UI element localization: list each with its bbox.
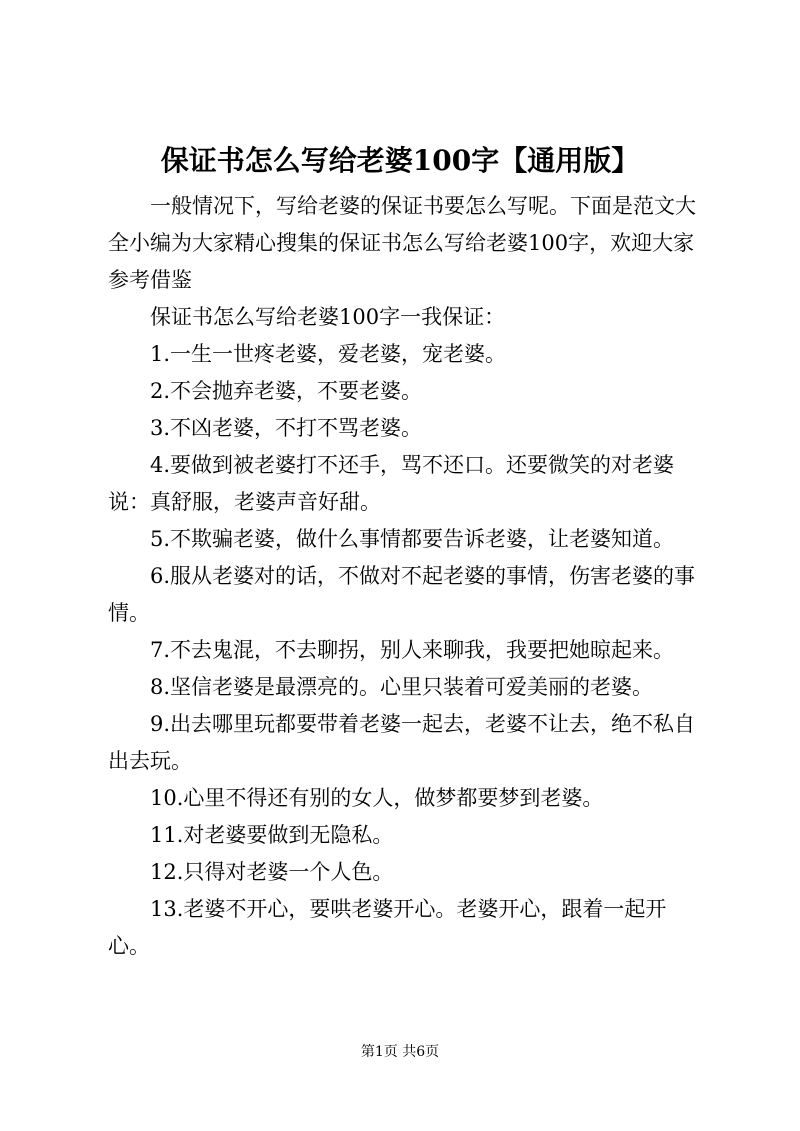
intro-paragraph: 一般情况下，写给老婆的保证书要怎么写呢。下面是范文大全小编为大家精心搜集的保证书怎么写给老婆100字，欢迎大家参考借鉴	[108, 194, 696, 292]
pledge-item-1: 1.一生一世疼老婆，爱老婆，宠老婆。	[150, 342, 507, 366]
pledge-item-9: 9.出去哪里玩都要带着老婆一起去，老婆不让去，绝不私自出去玩。	[108, 712, 696, 773]
pledge-item-12: 12.只得对老婆一个人色。	[150, 860, 394, 884]
pledge-item-3: 3.不凶老婆，不打不骂老婆。	[150, 416, 423, 440]
pledge-item-13: 13.老婆不开心，要哄老婆开心。老婆开心，跟着一起开心。	[108, 897, 667, 958]
pledge-item-4: 4.要做到被老婆打不还手，骂不还口。还要微笑的对老婆说：真舒服，老婆声音好甜。	[108, 453, 675, 514]
pledge-item-6: 6.服从老婆对的话，不做对不起老婆的事情，伤害老婆的事情。	[108, 564, 696, 625]
document-body	[108, 188, 708, 965]
pledge-item-2: 2.不会抛弃老婆，不要老婆。	[150, 379, 423, 403]
document-title: 保证书怎么写给老婆100字【通用版】	[160, 144, 640, 177]
page-footer: 第1页 共6页	[360, 1044, 440, 1060]
pledge-item-11: 11.对老婆要做到无隐私。	[150, 823, 394, 847]
pledge-item-5: 5.不欺骗老婆，做什么事情都要告诉老婆，让老婆知道。	[150, 527, 675, 551]
pledge-item-7: 7.不去鬼混，不去聊拐，别人来聊我，我要把她晾起来。	[150, 638, 675, 662]
section-heading: 保证书怎么写给老婆100字一我保证：	[150, 305, 506, 329]
pledge-item-10: 10.心里不得还有别的女人，做梦都要梦到老婆。	[150, 786, 604, 810]
pledge-item-8: 8.坚信老婆是最漂亮的。心里只装着可爱美丽的老婆。	[150, 675, 654, 699]
